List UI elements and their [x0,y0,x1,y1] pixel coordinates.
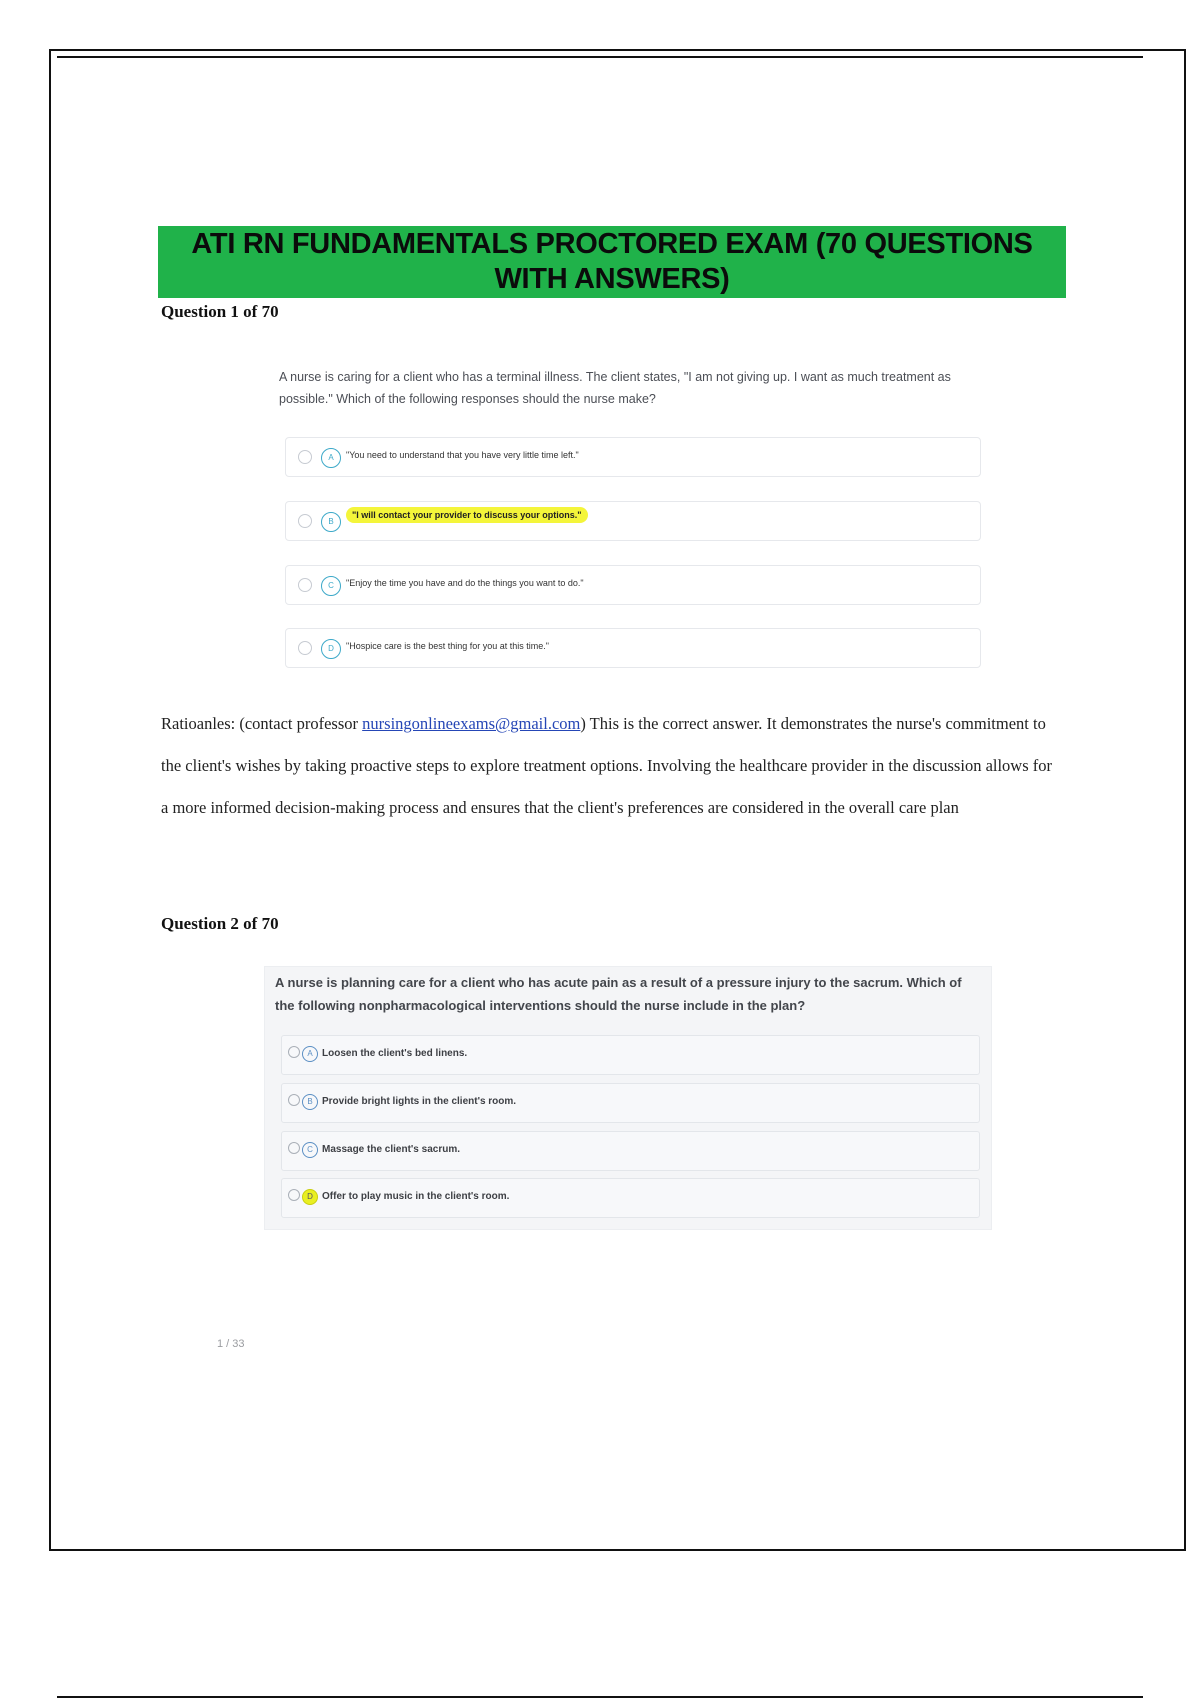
option-text: Massage the client's sacrum. [322,1144,460,1155]
radio-icon[interactable] [298,641,312,655]
option-text-highlighted [346,510,588,520]
radio-icon[interactable] [298,450,312,464]
rationale-body: ) This is the correct answer. It demonstrates the nurse's commitment to the client's wishes by taking proactive steps to explore treatment options. Involving the healthcare provider in the discussion allows for a more informed decision-making process and ensures that the client's preferences are considered in the overall care plan [161,714,1053,817]
radio-icon[interactable] [288,1142,300,1154]
highlight-mark: "I will contact your provider to discuss your options." [346,507,588,523]
question-1-heading: Question 1 of 70 [161,302,279,321]
option-text: "Hospice care is the best thing for you at this time." [346,641,549,651]
rationale-prefix: Ratioanles: (contact professor [161,714,363,733]
question-2-option-b[interactable] [281,1083,980,1123]
rationale-paragraph [161,703,1061,829]
option-text: Loosen the client's bed linens. [322,1048,468,1059]
option-letter-badge: D [321,639,341,659]
option-letter-badge: B [321,512,341,532]
option-letter-badge: C [321,576,341,596]
question-2-option-d[interactable] [281,1178,980,1218]
question-2-stem: A nurse is planning care for a client who has acute pain as a result of a pressure injury to the sacrum. Which of the following nonpharmacological interventions should the nurse include in the plan? [275,975,962,1013]
question-1-option-c[interactable] [285,565,981,605]
top-rule [57,56,1143,58]
option-letter-badge: B [302,1094,318,1110]
title-banner [158,226,1066,298]
radio-icon[interactable] [288,1094,300,1106]
document-title: ATI RN FUNDAMENTALS PROCTORED EXAM (70 QUESTIONS WITH ANSWERS) [191,228,1033,295]
question-1-stem: A nurse is caring for a client who has a terminal illness. The client states, "I am not giving up. I want as much treatment as possible." Which of the following responses should the nurse make? [279,370,951,406]
option-text: Provide bright lights in the client's room. [322,1096,517,1107]
option-letter-badge-selected: D [302,1189,318,1205]
question-2-panel [264,966,992,1230]
option-letter-badge: C [302,1142,318,1158]
radio-icon[interactable] [298,578,312,592]
radio-icon[interactable] [288,1046,300,1058]
page-number: 1 / 33 [217,1338,245,1350]
radio-icon[interactable] [288,1189,300,1201]
question-1-option-d[interactable] [285,628,981,668]
bottom-rule [57,1696,1143,1698]
radio-icon[interactable] [298,514,312,528]
option-text: Offer to play music in the client's room. [322,1191,510,1202]
option-text: "You need to understand that you have very little time left." [346,450,579,460]
option-letter-badge: A [321,448,341,468]
question-2-heading: Question 2 of 70 [161,914,279,933]
question-2-option-a[interactable] [281,1035,980,1075]
option-letter-badge: A [302,1046,318,1062]
question-1-option-b[interactable] [285,501,981,541]
question-1-option-a[interactable] [285,437,981,477]
professor-email-link[interactable]: nursingonlineexams@gmail.com [362,714,581,733]
question-2-option-c[interactable] [281,1131,980,1171]
option-text: "Enjoy the time you have and do the things you want to do." [346,578,584,588]
